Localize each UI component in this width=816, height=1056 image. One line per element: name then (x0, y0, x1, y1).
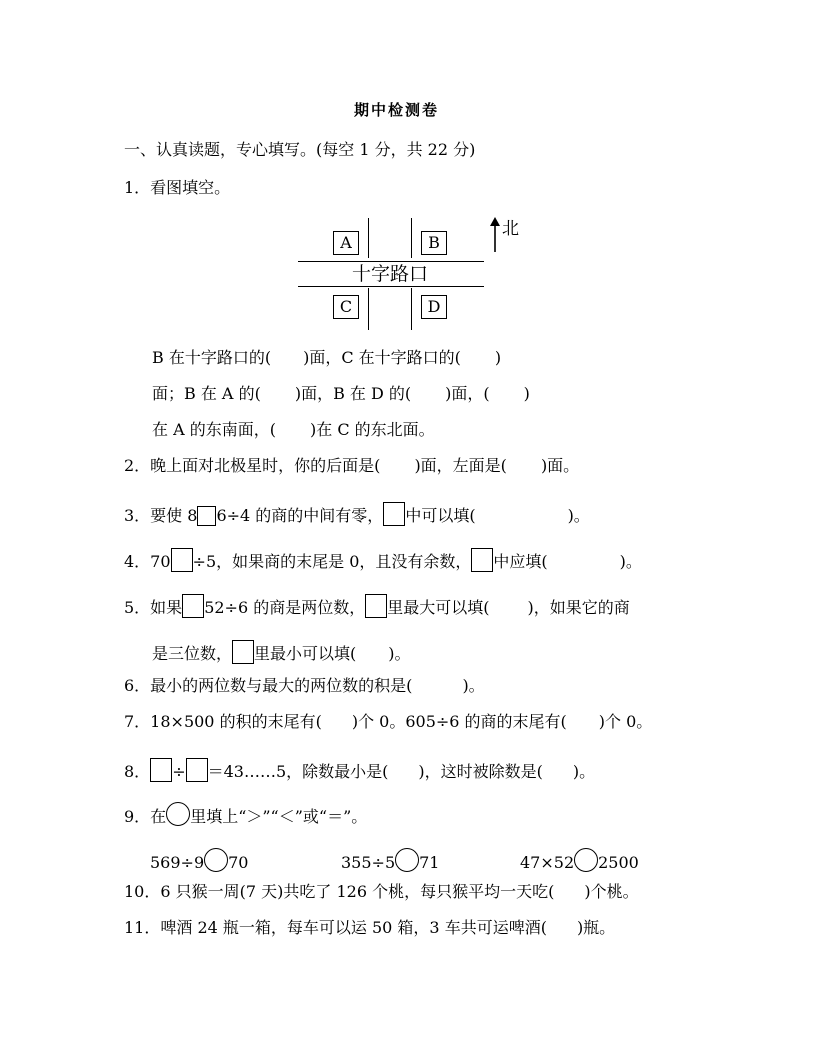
corner-label-b: B (421, 231, 447, 255)
question-5-continued: 是三位数， 里最小可以填( )。 (152, 640, 411, 664)
intersection-diagram (296, 216, 526, 332)
compare-circle[interactable] (574, 848, 598, 872)
question-9: 9．在 里填上“＞”“＜”或“＝”。 (124, 802, 367, 827)
compare-item: 569÷9 70 (150, 848, 248, 873)
corner-label-c: C (333, 295, 359, 319)
question-1-line-3: 在 A 的东南面，( )在 C 的东北面。 (152, 420, 435, 439)
compare-circle[interactable] (166, 802, 190, 826)
question-8: 8． ÷ ＝43……5，除数最小是( )，这时被除数是( )。 (124, 758, 595, 782)
corner-label-a: A (333, 231, 359, 255)
compare-circle[interactable] (395, 848, 419, 872)
question-1-prompt: 1．看图填空。 (124, 178, 231, 197)
answer-box[interactable] (150, 758, 172, 782)
road-line (411, 218, 412, 258)
crossroads-label: 十字路口 (352, 263, 429, 285)
question-1-line-1: B 在十字路口的( )面，C 在十字路口的( ) (152, 348, 502, 367)
north-label: 北 (502, 219, 519, 239)
answer-box[interactable] (182, 594, 204, 618)
question-2: 2．晚上面对北极星时，你的后面是( )面，左面是( )面。 (124, 456, 580, 475)
question-7: 7．18×500 的积的末尾有( )个 0。605÷6 的商的末尾有( )个 0。 (124, 712, 653, 731)
road-line (368, 218, 369, 258)
answer-box[interactable] (232, 640, 254, 664)
answer-box[interactable] (471, 548, 493, 572)
answer-box[interactable] (186, 758, 208, 782)
road-line (298, 286, 484, 287)
question-3: 3．要使 8 6÷4 的商的中间有零， 中可以填( )。 (124, 502, 590, 526)
question-1-line-2: 面；B 在 A 的( )面，B 在 D 的( )面，( ) (152, 384, 530, 403)
answer-box[interactable] (383, 502, 405, 526)
question-6: 6．最小的两位数与最大的两位数的积是( )。 (124, 676, 485, 695)
question-11: 11．啤酒 24 瓶一箱，每车可以运 50 箱，3 车共可运啤酒( )瓶。 (124, 918, 616, 937)
answer-box[interactable] (365, 594, 387, 618)
compare-circle[interactable] (204, 848, 228, 872)
road-line (411, 288, 412, 330)
question-10: 10．6 只猴一周(7 天)共吃了 126 个桃，每只猴平均一天吃( )个桃。 (124, 882, 639, 901)
compare-item: 47×52 2500 (520, 848, 639, 873)
answer-box[interactable] (197, 506, 216, 526)
page-title: 期中检测卷 (354, 101, 440, 119)
compare-item: 355÷5 71 (341, 848, 439, 873)
question-4: 4．70 ÷5，如果商的末尾是 0，且没有余数， 中应填( )。 (124, 548, 642, 572)
question-5: 5．如果 52÷6 的商是两位数， 里最大可以填( )，如果它的商 (124, 594, 630, 618)
section-heading: 一、认真读题，专心填写。(每空 1 分，共 22 分) (124, 140, 476, 159)
corner-label-d: D (421, 295, 447, 319)
north-arrow-icon (488, 216, 502, 254)
road-line (368, 288, 369, 330)
answer-box[interactable] (171, 548, 193, 572)
